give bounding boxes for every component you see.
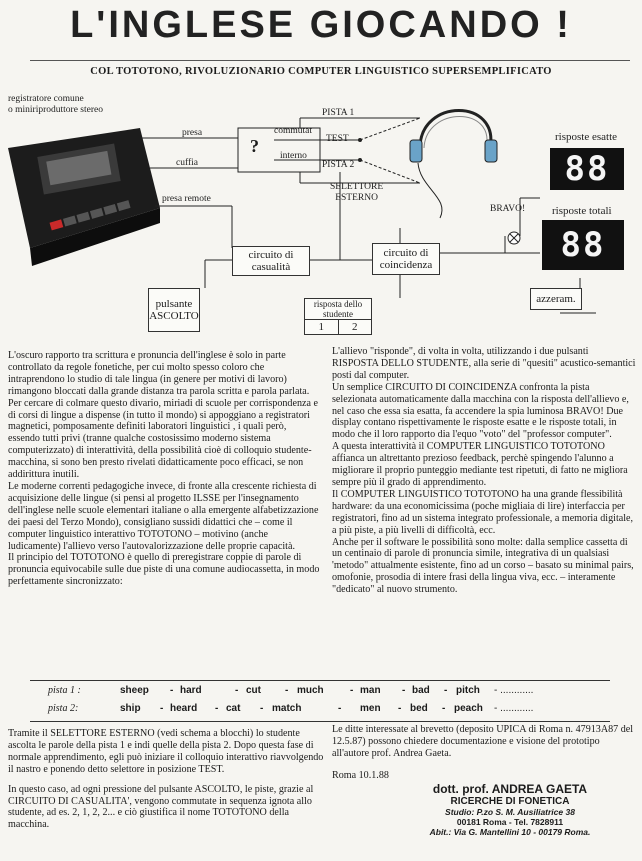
left-column xyxy=(8,350,320,588)
word: hard xyxy=(180,685,202,696)
word: cut xyxy=(246,685,261,696)
date-line: Roma 10.1.88 xyxy=(332,769,389,781)
display-totali xyxy=(542,220,624,270)
question-mark: ? xyxy=(250,136,259,156)
word: bad xyxy=(412,685,430,696)
author-address: Studio: P.zo S. M. Ausiliatrice 38 xyxy=(445,807,575,817)
bottom-left-paragraph: Tramite il SELETTORE ESTERNO (vedi schema a blocchi) lo studente ascolta le parole della pista 1 e indi quelle della pista 2. Dopo questa fase di normale apprendimento, egli può iniziare il colloquio interattivo riavvolgendo il nastro e ponendo detto selettore in posizione TEST. xyxy=(8,728,324,775)
right-paragraph: Il COMPUTER LINGUISTICO TOTOTONO ha una grande flessibilità hardware: da una economicissima (poche migliaia di lire) interfaccia per registratori, fino ad un sistema integrato professionale, a memoria digitale, a più piste, a più livelli di difficoltà, ecc. xyxy=(332,488,634,536)
word: man xyxy=(360,685,381,696)
word: sheep xyxy=(120,685,149,696)
right-column xyxy=(332,346,636,596)
patent-paragraph: Le ditte interessate al brevetto (deposito UPICA di Roma n. 47913A87 del 12.5.87) possono chiedere documentazione e visione del prototipo all'autore prof. Andrea Gaeta. xyxy=(332,724,634,759)
word: ship xyxy=(120,703,141,714)
cassette-recorder-icon xyxy=(8,128,160,266)
presa-remote-label: presa remote xyxy=(162,194,211,204)
commutat-label: commutat xyxy=(274,126,312,136)
word: men xyxy=(360,703,381,714)
title-rule xyxy=(30,60,630,61)
left-paragraph: Per cercare di colmare questo divario, miriadi di scuole per corrispondenza e di corsi di lingue a dispense (in tutto il mondo) si appoggiano a registratori magnetici, pomposamente definiti laboratori linguistici , i quali però, essendo tutti privi (tranne qualche costosissimo moderno sistema computerizzato) di interattività, della possibilità cioè di colloquio studente-macchina, si sono ben presto rivelati didatticamente poco efficaci, se non addirittura inutili. xyxy=(8,397,318,481)
pista2-label: PISTA 2 xyxy=(322,160,355,170)
word: much xyxy=(297,685,324,696)
word: heard xyxy=(170,703,198,714)
azzeram-button[interactable]: azzeram. xyxy=(530,288,582,310)
page-subtitle: COL TOTOTONO, RIVOLUZIONARIO COMPUTER LINGUISTICO SUPERSEMPLIFICATO xyxy=(90,66,552,77)
pista1-label: PISTA 1 xyxy=(322,108,355,118)
right-paragraph: Un semplice CIRCUITO DI COINCIDENZA confronta la pista selezionata automaticamente dalla macchina con la risposta dell'allievo e, nel caso che essa sia esatta, fa accendere la spia luminosa BRAVO! Due display contano rispettivamente le risposte esatte e le risposte totali, in modo che il loro rapporto dia l'equo "voto" del "professor computer". xyxy=(332,381,629,441)
left-paragraph: L'oscuro rapporto tra scrittura e pronuncia dell'inglese è solo in parte controllato da regole fonetiche, per cui molto spesso coloro che intraprendono lo studio di tale lingua (in genere per motivi di lavoro) rimangono bloccati dalla grande distanza tra parola scritta e parola parlata. xyxy=(8,350,310,397)
risposte-esatte-label: risposte esatte xyxy=(555,131,618,143)
bravo-label: BRAVO! xyxy=(490,204,526,214)
presa-label: presa xyxy=(182,128,203,138)
word: match xyxy=(272,703,302,714)
author-signature xyxy=(410,782,610,837)
test-label: TEST xyxy=(326,134,349,144)
selettore-label: SELETTORE ESTERNO xyxy=(330,182,384,203)
risposta-button-1[interactable]: 1 xyxy=(305,320,339,334)
coincidenza-box: circuito di coincidenza xyxy=(372,243,440,275)
pista1-row-label: pista 1 : xyxy=(48,685,81,696)
casualita-box: circuito di casualità xyxy=(232,246,310,276)
right-paragraph: A questa interattività il COMPUTER LINGUISTICO TOTOTONO affianca un altrettanto prezioso feedback, perchè spingendo l'alunno a migliorare il proprio punteggio mediante test ripetuti, di fatto ne migliora sempre più il grado di apprendimento. xyxy=(332,441,628,488)
word: bed xyxy=(410,703,428,714)
display-esatte-digits: 88 xyxy=(564,149,610,189)
block-diagram xyxy=(0,88,642,338)
left-paragraph: Le moderne correnti pedagogiche invece, di fronte alla crescente richiesta di acquisizione delle lingue (si pensi al progetto ILSSE per l'insegnamento dell'inglese nelle scuole elementari italiane o alla emergente alfabetizzazione dei paesi del Terzo Mondo), consigliano sussidi didattici che – come il computer linguistico interattivo TOTOTONO – motivino (anche ludicamente) l'allievo verso l'autovalorizzazione delle proprie capacità. xyxy=(8,480,319,552)
word: pitch xyxy=(456,685,480,696)
right-paragraph: L'allievo "risponde", di volta in volta, utilizzando i due pulsanti RISPOSTA DELLO STUDENTE, alla serie di "quesiti" acustico-semantici posti dal computer. xyxy=(332,346,636,381)
word: cat xyxy=(226,703,241,714)
display-esatte xyxy=(550,148,624,190)
cuffia-label: cuffia xyxy=(176,158,198,168)
left-paragraph: Il principio del TOTOTONO è quello di preregistrare coppie di parole di pronuncia equivocabile sulle due piste di una comune audiocassetta, in modo perfettamente sincronizzato: xyxy=(8,552,320,588)
page-title: L'INGLESE GIOCANDO ! xyxy=(70,4,572,46)
word: peach xyxy=(454,703,483,714)
interno-label: interno xyxy=(280,151,307,161)
author-title: RICERCHE DI FONETICA xyxy=(450,796,570,807)
bottom-right-column xyxy=(332,724,636,782)
author-phone: 00181 Roma - Tel. 7828911 xyxy=(456,817,564,827)
author-name: dott. prof. ANDREA GAETA xyxy=(432,782,588,796)
risposte-totali-label: risposte totali xyxy=(552,205,612,217)
bottom-left-paragraph: In questo caso, ad ogni pressione del pulsante ASCOLTO, le piste, grazie al CIRCUITO DI CASUALITA', vengono commutate in sequenza ignota allo studente, ad es. 2, 1, 2, 2... e ciò giustifica il nome TOTOTONO della macchina. xyxy=(8,783,314,831)
headphones-icon xyxy=(410,111,497,219)
risposta-button-2[interactable]: 2 xyxy=(339,320,372,334)
right-paragraph: Anche per il software le possibilità sono molte: dalla semplice cassetta di un centinaio di parole di pronuncia simile, integrativa di un qualsiasi 'metodo" attualmente esistente, fino ad un corso – basato su minimal pairs, omofonie, prosodia di intere frasi della lingua viva, ecc. – interamente "dedicato" al nuovo strumento. xyxy=(332,536,634,596)
pista2-row-label: pista 2: xyxy=(48,703,79,714)
bottom-left-column xyxy=(8,728,326,831)
pulsante-ascolto[interactable]: pulsante ASCOLTO xyxy=(148,288,200,332)
word-pairs-box: pista 1 : sheep - hard - cut - much - man - bad - pitch - ............ pista 2: ship - heard - cat - match - men - bed - peach - ............ xyxy=(30,680,610,722)
risposta-studente-panel: risposta dello studente 1 2 xyxy=(304,298,372,335)
author-home: Abit.: Via G. Mantellini 10 - 00179 Roma. xyxy=(429,827,591,837)
display-totali-digits: 88 xyxy=(560,225,606,265)
recorder-label: registratore comune o miniriproduttore stereo xyxy=(8,94,103,115)
